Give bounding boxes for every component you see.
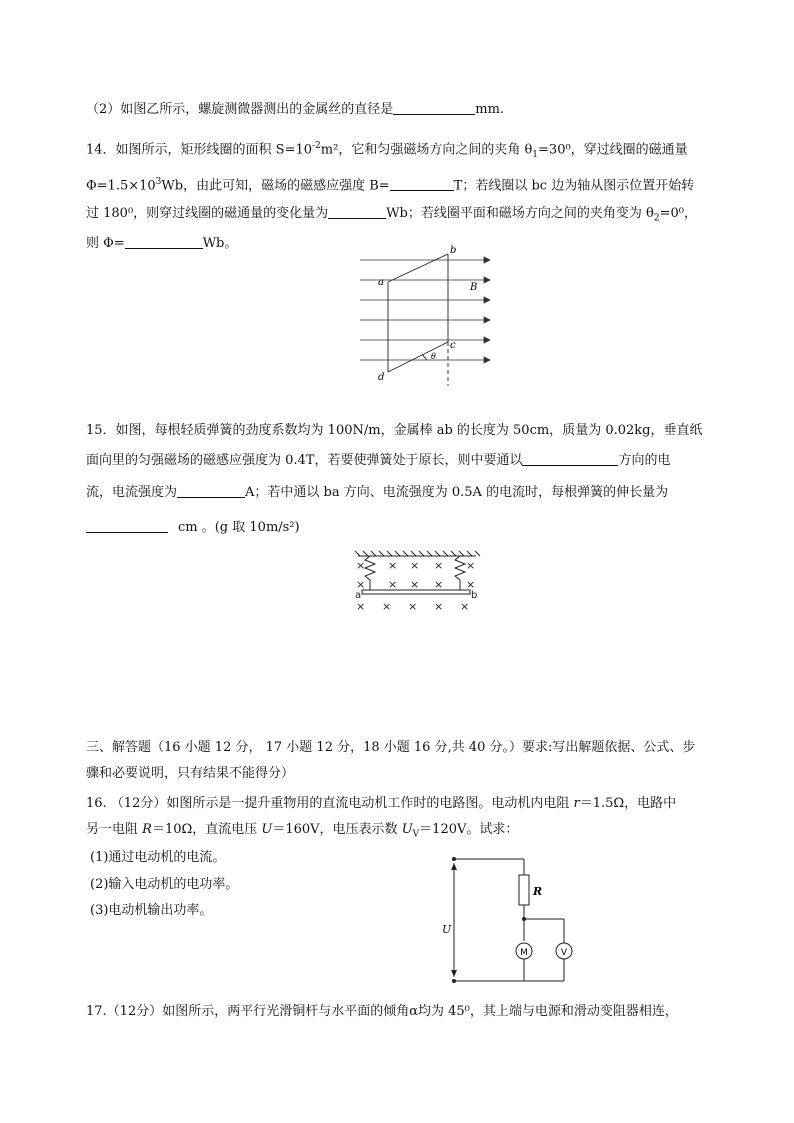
coil-magnetic-field-figure	[352, 244, 492, 390]
q14-text: 14．如图所示，矩形线圈的面积 S=10	[86, 142, 313, 158]
q13-unit: mm.	[475, 102, 505, 117]
q16-item-1: (1)通过电动机的电流。	[90, 850, 226, 865]
label-field-B: B	[470, 282, 478, 293]
answer-blank[interactable]	[125, 234, 203, 249]
section3-heading-line-2: 骤和必要说明，只有结果不能得分）	[86, 766, 295, 781]
answer-blank[interactable]	[86, 518, 168, 533]
field-cross: ×	[434, 578, 444, 591]
exponent: 3	[155, 177, 162, 187]
answer-blank[interactable]	[522, 451, 618, 466]
q15-line-3	[86, 483, 668, 503]
label-R: R	[533, 885, 543, 898]
label-a: a	[378, 277, 384, 288]
q14-line-2	[86, 172, 694, 196]
label-c: c	[450, 340, 456, 351]
subscript: V	[412, 829, 420, 840]
field-cross: ×	[388, 559, 398, 572]
field-cross: ×	[410, 578, 420, 591]
q14-text: Wb，由此可知，磁场的磁感应强度 B=	[161, 178, 390, 194]
q17-line-1: 17.（12分）如图所示，两平行光滑铜杆与水平面的倾角α均为 45⁰，其上端与电源和滑动变阻器相连，	[86, 1004, 678, 1019]
label-U: U	[442, 923, 452, 936]
section3-heading-line-1: 三、解答题（16 小题 12 分， 17 小题 12 分，18 小题 16 分,共 40 分。）要求:写出解题依据、公式、步	[86, 740, 696, 755]
field-cross: ×	[460, 600, 470, 613]
q14-text: Φ=1.5×10	[86, 178, 156, 194]
field-cross: ×	[434, 600, 444, 613]
q16-text: ＝120V。试求：	[419, 822, 519, 837]
q15-line-2	[86, 451, 671, 471]
q14-line-1	[86, 136, 688, 165]
voltmeter-symbol: V	[560, 948, 568, 958]
subscript: 1	[532, 149, 539, 160]
answer-blank[interactable]	[393, 100, 475, 115]
q13-part2-text: （2）如图乙所示，螺旋测微器测出的金属丝的直径是	[86, 102, 394, 117]
q15-text: 流，电流强度为	[86, 485, 178, 500]
field-cross: ×	[382, 600, 392, 613]
q16-text: ＝10Ω，直流电压	[151, 822, 262, 837]
q15-text: cm 。(g 取 10m/s²)	[178, 520, 300, 535]
q16-text: ＝1.5Ω，电路中	[579, 796, 677, 811]
label-a: a	[355, 590, 362, 601]
subscript: 2	[653, 213, 660, 224]
motor-circuit-figure	[440, 853, 580, 987]
field-cross: ×	[388, 578, 398, 591]
q14-text: 则 Φ=	[86, 236, 125, 251]
q14-text: m²，它和匀强磁场方向之间的夹角 θ	[320, 142, 533, 158]
q16-line-1	[86, 794, 676, 814]
q14-text: Wb；若线圈平面和磁场方向之间的夹角变为 θ	[386, 206, 654, 221]
answer-blank[interactable]	[177, 483, 245, 498]
exponent: -2	[312, 141, 321, 151]
field-cross: ×	[356, 578, 366, 591]
spring-rod-figure	[352, 548, 482, 614]
q16-item-2: (2)输入电动机的电功率。	[90, 877, 239, 892]
symbol-UV: U	[401, 822, 413, 837]
q14-text: =30⁰，穿过线圈的磁通量	[538, 142, 688, 158]
q16-text: ＝160V，电压表示数	[272, 822, 402, 837]
symbol-R: R	[142, 822, 152, 837]
q15-text: A；若中通以 ba 方向、电流强度为 0.5A 的电流时，每根弹簧的伸长量为	[245, 485, 669, 500]
q13-part2-line	[86, 100, 504, 120]
field-cross: ×	[410, 559, 420, 572]
q14-text: T；若线圈以 bc 边为轴从图示位置开始转	[453, 178, 695, 194]
q14-line-3	[86, 204, 697, 229]
answer-blank[interactable]	[328, 204, 386, 219]
q16-item-3: (3)电动机输出功率。	[90, 903, 213, 918]
q15-line-1: 15．如图，每根轻质弹簧的劲度系数均为 100N/m，金属棒 ab 的长度为 50cm，质量为 0.02kg，垂直纸	[86, 423, 703, 438]
field-cross: ×	[408, 600, 418, 613]
label-b: b	[471, 590, 478, 601]
q15-text: 方向的电	[618, 453, 671, 468]
q15-line-4	[86, 518, 300, 538]
field-cross: ×	[356, 559, 366, 572]
q14-text: 过 180⁰，则穿过线圈的磁通量的变化量为	[86, 206, 329, 221]
q14-line-4	[86, 234, 237, 254]
symbol-U: U	[261, 822, 273, 837]
symbol-r: r	[573, 796, 580, 811]
label-b: b	[450, 245, 457, 256]
q16-line-2	[86, 820, 518, 845]
q16-text: 16. （12分）如图所示是一提升重物用的直流电动机工作时的电路图。电动机内电阻	[86, 796, 574, 811]
field-cross: ×	[434, 559, 444, 572]
q16-text: 另一电阻	[86, 822, 143, 837]
q14-text: =0⁰，	[659, 206, 697, 221]
q15-text: 面向里的匀强磁场的磁感应强度为 0.4T，若要使弹簧处于原长，则中要通以	[86, 453, 523, 468]
label-theta: θ	[431, 352, 436, 361]
answer-blank[interactable]	[390, 176, 454, 191]
motor-symbol: M	[520, 948, 528, 958]
field-cross: ×	[466, 559, 476, 572]
label-d: d	[378, 372, 385, 383]
field-cross: ×	[356, 600, 366, 613]
q14-text: Wb。	[202, 236, 238, 251]
field-cross: ×	[466, 578, 476, 591]
